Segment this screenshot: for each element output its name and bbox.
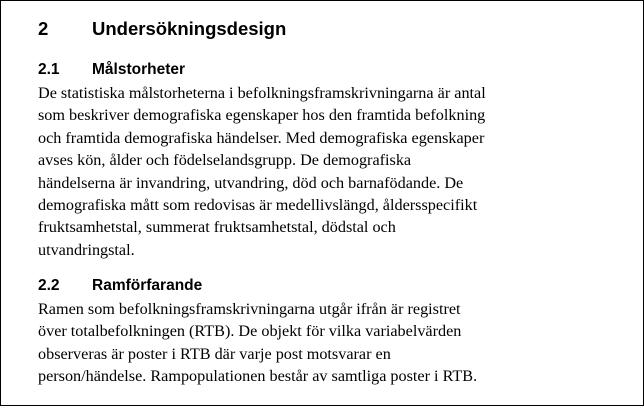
paragraph-line: Ramen som befolkningsframskrivningarna utgår ifrån är registret xyxy=(38,300,461,318)
section-title: Undersökningsdesign xyxy=(92,18,287,39)
paragraph-line: och framtida demografiska händelser. Med demografiska egenskaper xyxy=(38,128,485,147)
paragraph-line: person/händelse. Rampopulationen består av samtliga poster i RTB. xyxy=(38,367,478,386)
subsection-title: Målstorheter xyxy=(92,61,186,78)
subsection-title: Ramförfarande xyxy=(92,277,203,294)
paragraph-line: händelserna är invandring, utvandring, död och barnafödande. De xyxy=(38,173,464,192)
paragraph-line: observeras är poster i RTB där varje post motsvarar en xyxy=(38,344,391,363)
paragraph-malstorheter xyxy=(38,82,486,261)
paragraph-line: utvandringstal. xyxy=(38,240,135,259)
paragraph-line: över totalbefolkningen (RTB). De objekt för vilka variabelvärden xyxy=(38,322,462,341)
subsection-number: 2.2 xyxy=(38,277,60,294)
paragraph-line: demografiska mått som redovisas är medellivslängd, åldersspecifikt xyxy=(38,196,478,215)
paragraph-line: avses kön, ålder och födelselandsgrupp. De demografiska xyxy=(38,151,412,170)
paragraph-line: som beskriver demografiska egenskaper hos den framtida befolkning xyxy=(38,106,486,125)
subsection-number: 2.1 xyxy=(38,61,60,78)
paragraph-ramforfarande xyxy=(38,298,477,388)
paragraph-line: De statistiska målstorheterna i befolkningsframskrivningarna är antal xyxy=(38,84,486,102)
section-number: 2 xyxy=(38,18,49,39)
paragraph-line: fruktsamhetstal, summerat fruktsamhetstal, dödstal och xyxy=(38,218,396,237)
